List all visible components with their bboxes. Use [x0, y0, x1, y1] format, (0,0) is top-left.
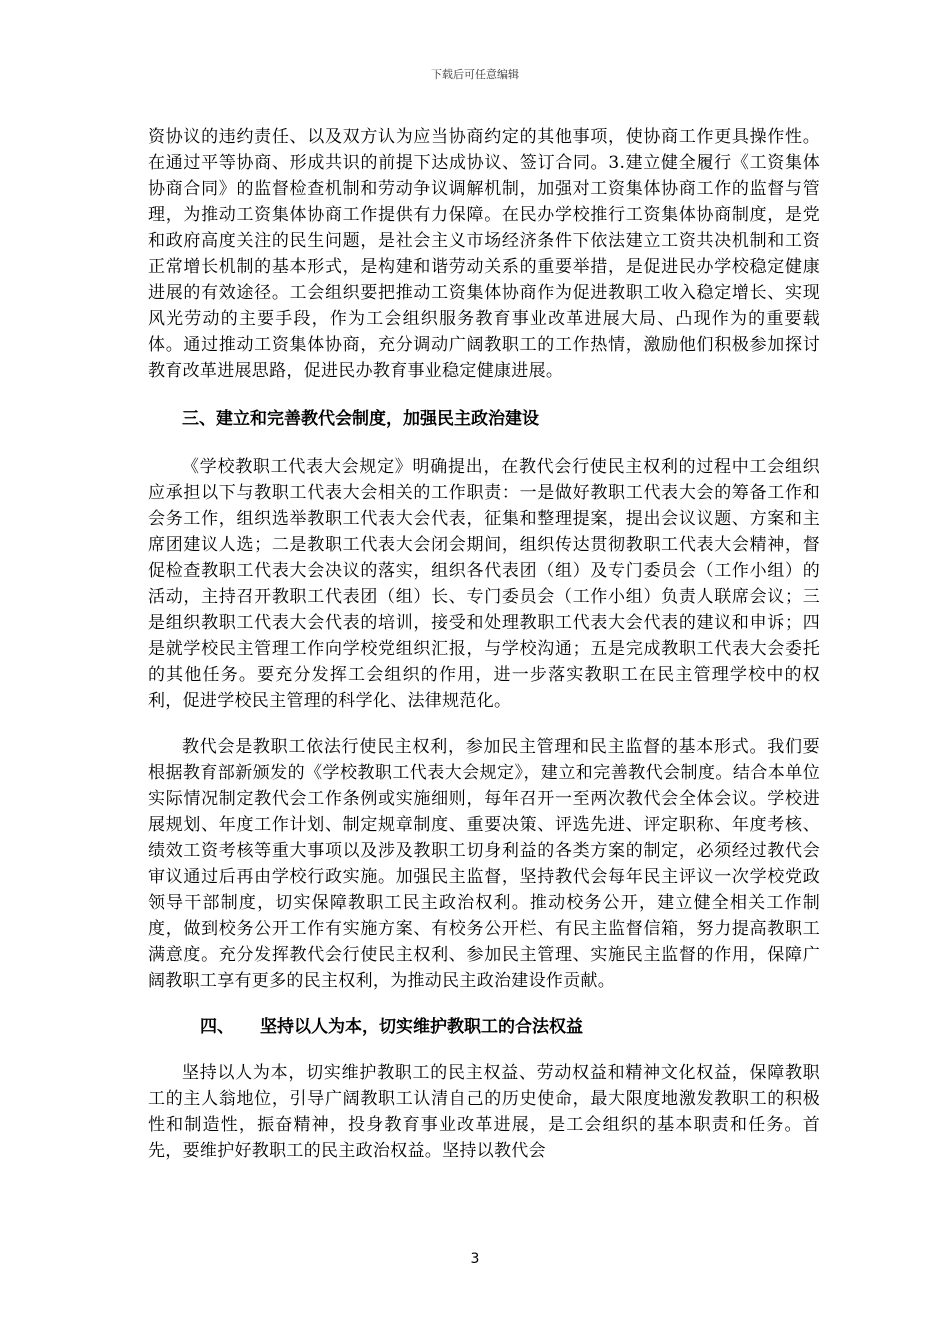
section-heading-4-title: 坚持以人为本，切实维护教职工的合法权益 [260, 1017, 583, 1037]
page-number: 3 [470, 1251, 480, 1267]
body-paragraph-3: 教代会是教职工依法行使民主权利，参加民主管理和民主监督的基本形式。我们要根据教育部新颁发的《学校教职工代表大会规定》，建立和完善教代会制度。结合本单位实际情况制定教代会工作条例或实施细则，每年召开一至两次教代会全体会议。学校进展规划、年度工作计划、制定规章制度、重要决策、评选先进、评定职称、年度考核、绩效工资考核等重大事项以及涉及教职工切身利益的各类方案的制定，必须经过教代会审议通过后再由学校行政实施。加强民主监督，坚持教代会每年民主评议一次学校党政领导干部制度，切实保障教职工民主政治权利。推动校务公开，建立健全相关工作制度，做到校务公开工作有实施方案、有校务公开栏、有民主监督信箱，努力提高教职工满意度。充分发挥教代会行使民主权利、参加民主管理、实施民主监督的作用，保障广阔教职工享有更多的民主权利，为推动民主政治建设作贡献。 [148, 737, 820, 991]
page-header: 下载后可任意编辑 [431, 68, 519, 81]
section-heading-3: 三、建立和完善教代会制度，加强民主政治建设 [182, 409, 539, 429]
document-body [148, 124, 820, 1164]
section-heading-4-number: 四、 [200, 1017, 234, 1037]
body-paragraph-4: 坚持以人为本，切实维护教职工的民主权益、劳动权益和精神文化权益，保障教职工的主人翁地位，引导广阔教职工认清自己的历史使命，最大限度地激发教职工的积极性和制造性，振奋精神，投身教育事业改革进展，是工会组织的基本职责和任务。首先，要维护好教职工的民主政治权益。坚持以教代会 [148, 1063, 820, 1161]
section-heading-4 [148, 1014, 820, 1040]
paragraph-spacer [148, 714, 820, 734]
body-paragraph-2: 《学校教职工代表大会规定》明确提出，在教代会行使民主权利的过程中工会组织应承担以下与教职工代表大会相关的工作职责：一是做好教职工代表大会的筹备工作和会务工作，组织选举教职工代表大会代表，征集和整理提案，提出会议议题、方案和主席团建议人选；二是教职工代表大会闭会期间，组织传达贯彻教职工代表大会精神，督促检查教职工代表大会决议的落实，组织各代表团（组）及专门委员会（工作小组）的活动，主持召开教职工代表团（组）长、专门委员会（工作小组）负责人联席会议；三是组织教职工代表大会代表的培训，接受和处理教职工代表大会代表的建议和申诉；四是就学校民主管理工作向学校党组织汇报，与学校沟通；五是完成教职工代表大会委托的其他任务。要充分发挥工会组织的作用，进一步落实教职工在民主管理学校中的权利，促进学校民主管理的科学化、法律规范化。 [148, 457, 820, 711]
body-paragraph-1: 资协议的违约责任、以及双方认为应当协商约定的其他事项，使协商工作更具操作性。在通过平等协商、形成共识的前提下达成协议、签订合同。3.建立健全履行《工资集体协商合同》的监督检查机制和劳动争议调解机制，加强对工资集体协商工作的监督与管理，为推动工资集体协商工作提供有力保障。在民办学校推行工资集体协商制度，是党和政府高度关注的民生问题，是社会主义市场经济条件下依法建立工资共决机制和工资正常增长机制的基本形式，是构建和谐劳动关系的重要举措，是促进民办学校稳定健康进展的有效途径。工会组织要把推动工资集体协商作为促进教职工收入稳定增长、实现风光劳动的主要手段，作为工会组织服务教育事业改革进展大局、凸现作为的重要载体。通过推动工资集体协商，充分调动广阔教职工的工作热情，激励他们积极参加探讨教育改革进展思路，促进民办教育事业稳定健康进展。 [148, 127, 820, 381]
